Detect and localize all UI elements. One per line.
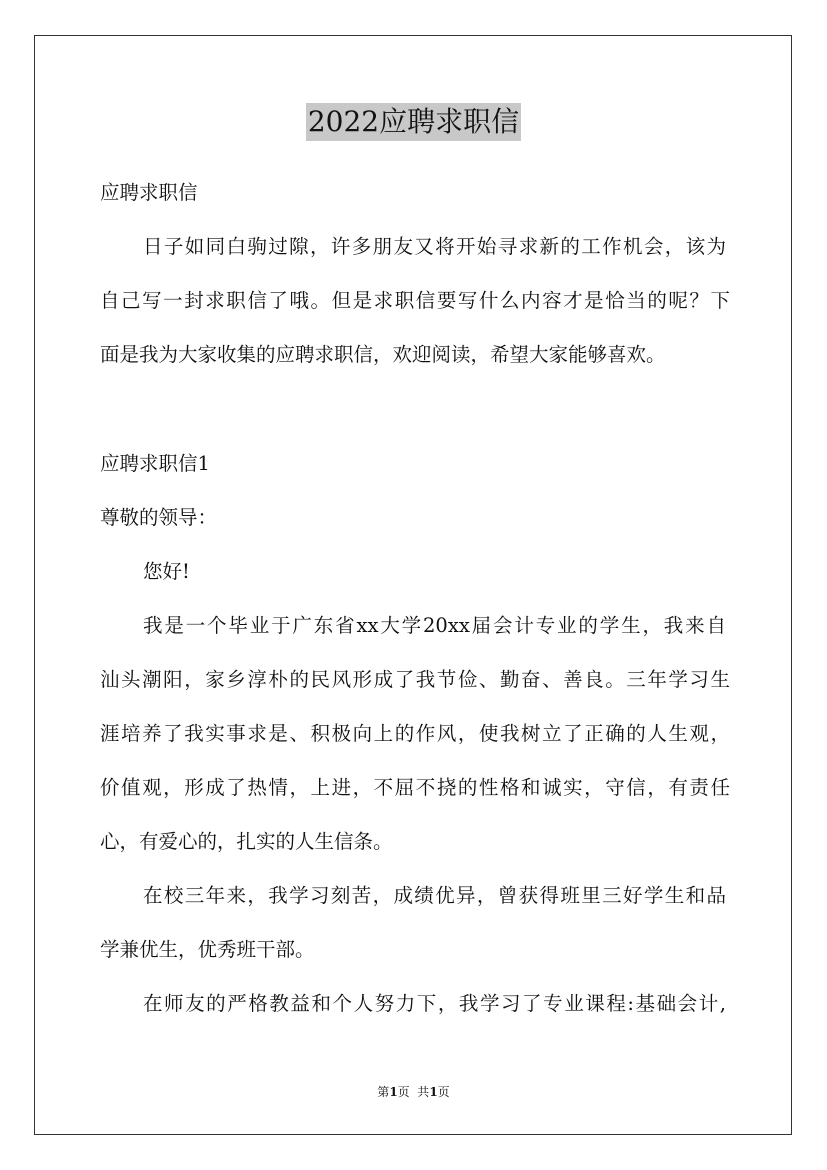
title-container bbox=[0, 103, 827, 141]
section-heading: 应聘求职信 bbox=[100, 181, 198, 204]
para1-line-3: 涯培养了我实事求是、积极向上的作风，使我树立了正确的人生观， bbox=[100, 722, 730, 745]
para3-line-1: 在师友的严格教益和个人努力下，我学习了专业课程:基础会计, bbox=[143, 992, 726, 1015]
footer-prefix: 第 bbox=[377, 1085, 390, 1099]
para1-line-1: 我是一个毕业于广东省xx大学20xx届会计专业的学生，我来自 bbox=[143, 614, 726, 637]
para1-line-2: 汕头潮阳，家乡淳朴的民风形成了我节俭、勤奋、善良。三年学习生 bbox=[100, 668, 730, 691]
para1-line-5: 心，有爱心的，扎实的人生信条。 bbox=[100, 830, 393, 853]
footer-suffix: 页 bbox=[437, 1085, 450, 1099]
letter-salutation: 尊敬的领导： bbox=[100, 506, 218, 529]
para2-line-2: 学兼优生，优秀班干部。 bbox=[100, 938, 315, 961]
page-footer bbox=[0, 1084, 827, 1100]
document-title: 2022应聘求职信 bbox=[306, 103, 521, 141]
intro-line-1: 日子如同白驹过隙，许多朋友又将开始寻求新的工作机会，该为 bbox=[143, 235, 726, 258]
footer-page-number: 1 bbox=[389, 1085, 398, 1099]
letter-greeting: 您好! bbox=[143, 560, 190, 583]
intro-line-3: 面是我为大家收集的应聘求职信，欢迎阅读，希望大家能够喜欢。 bbox=[100, 343, 666, 366]
para2-line-1: 在校三年来，我学习刻苦，成绩优异，曾获得班里三好学生和品 bbox=[143, 884, 726, 907]
footer-total-pages: 1 bbox=[429, 1085, 438, 1099]
footer-mid: 页 共 bbox=[397, 1085, 430, 1099]
intro-line-2: 自己写一封求职信了哦。但是求职信要写什么内容才是恰当的呢？下 bbox=[100, 289, 730, 312]
para1-line-4: 价值观，形成了热情，上进，不屈不挠的性格和诚实，守信，有责任 bbox=[100, 776, 730, 799]
letter-heading: 应聘求职信1 bbox=[100, 452, 210, 475]
